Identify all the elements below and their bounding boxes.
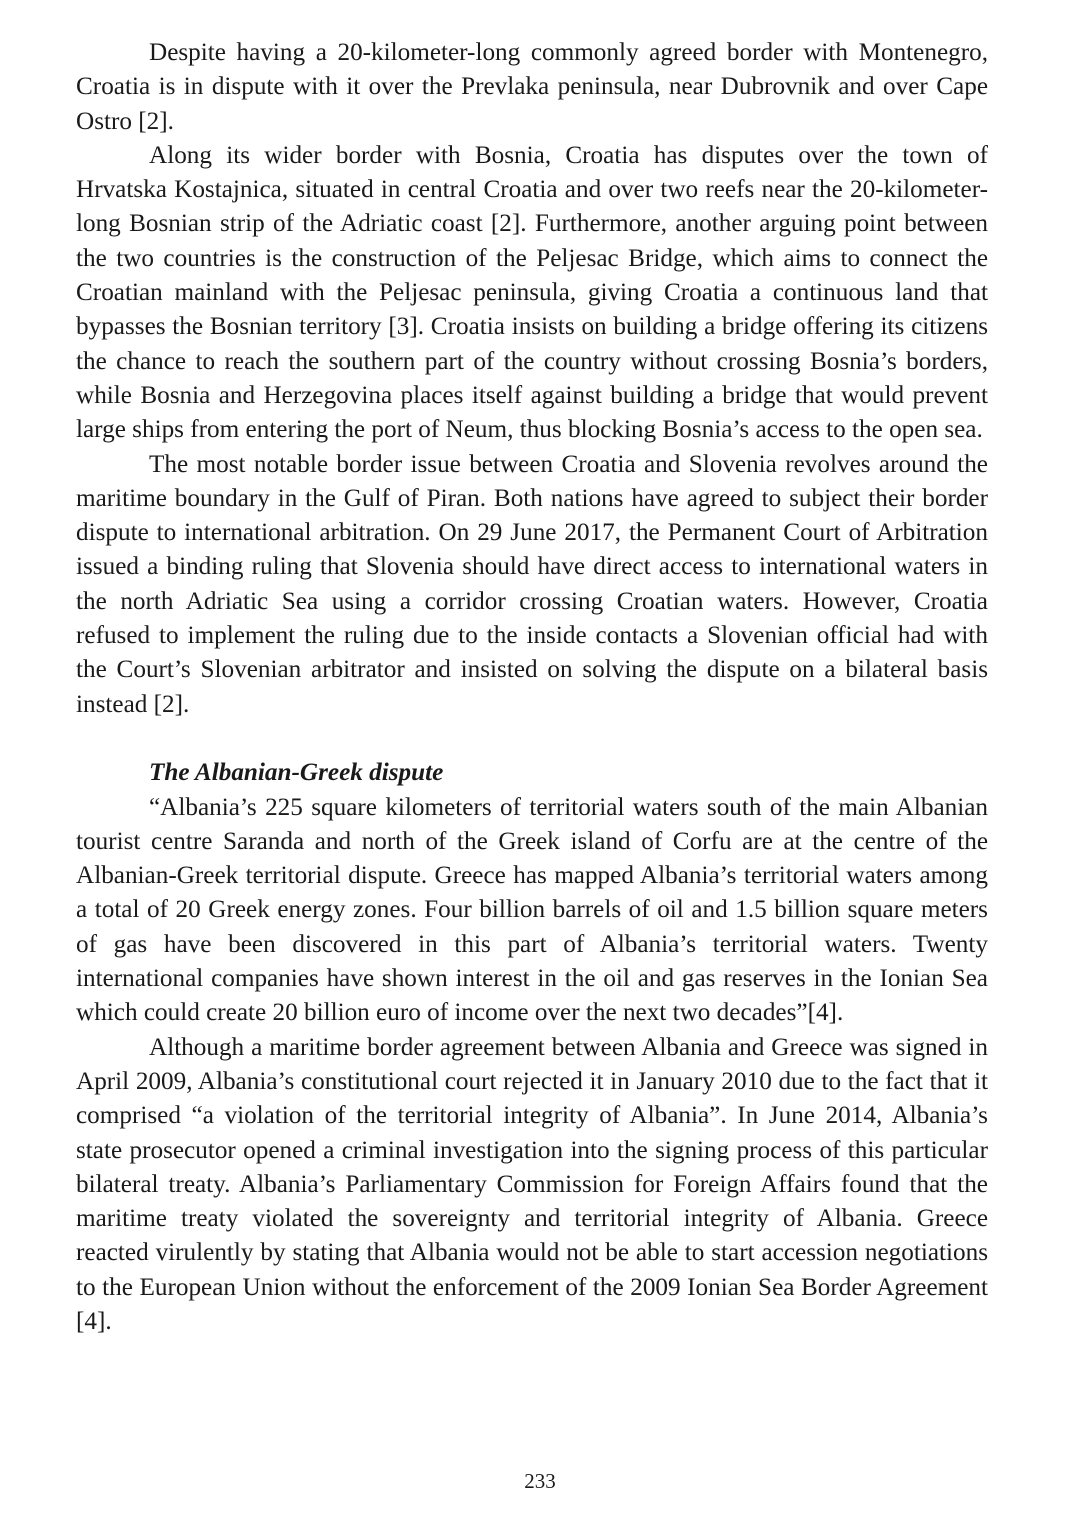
page-number: 233 xyxy=(524,1469,556,1493)
paragraph-albania-agreement: Although a maritime border agreement between Albania and Greece was signed in April 2009, Albania’s constitutional court rejected it in January 2010 due to the fact that it comprised “a violation of the territorial integrity of Albania”. In June 2014, Albania’s state prosecutor opened a criminal investigation into the signing process of this particular bilateral treaty. Albania’s Parliamentary Commission for Foreign Affairs found that the maritime treaty violated the sovereignty and territorial integrity of Albania. Greece reacted virulently by stating that Albania would not be able to start accession negotiations to the European Union without the enforcement of the 2009 Ionian Sea Border Agreement [4]. xyxy=(76,1033,988,1335)
paragraph-bosnia: Along its wider border with Bosnia, Croatia has disputes over the town of Hrvatska Kostajnica, situated in central Croatia and over two reefs near the 20-kilometer-long Bosnian strip of the Adriatic coast [2]. Furthermore, another arguing point between the two countries is the construction of the Peljesac Bridge, which aims to connect the Croatian mainland with the Peljesac peninsula, giving Croatia a continuous land that bypasses the Bosnian territory [3]. Croatia insists on building a bridge offering its citizens the chance to reach the southern part of the country without crossing Bosnia’s borders, while Bosnia and Herzegovina places itself against building a bridge that would prevent large ships from entering the port of Neum, thus blocking Bosnia’s access to the open sea. xyxy=(76,141,988,444)
page-body xyxy=(76,36,988,1339)
paragraph-montenegro: Despite having a 20-kilometer-long commonly agreed border with Montenegro, Croatia is in dispute with it over the Prevlaka peninsula, near Dubrovnik and over Cape Ostro [2]. xyxy=(76,39,988,135)
section-heading: The Albanian-Greek dispute xyxy=(149,759,444,787)
paragraph-slovenia: The most notable border issue between Croatia and Slovenia revolves around the maritime boundary in the Gulf of Piran. Both nations have agreed to subject their border dispute to international arbitration. On 29 June 2017, the Permanent Court of Arbitration issued a binding ruling that Slovenia should have direct access to international waters in the north Adriatic Sea using a corridor crossing Croatian waters. However, Croatia refused to implement the ruling due to the inside contacts a Slovenian official had with the Court’s Slovenian arbitrator and insisted on solving the dispute on a bilateral basis instead [2]. xyxy=(76,450,988,718)
paragraph-albania-quote: “Albania’s 225 square kilometers of territorial waters south of the main Albanian tourist centre Saranda and north of the Greek island of Corfu are at the centre of the Albanian-Greek territorial dispute. Greece has mapped Albania’s territorial waters among a total of 20 Greek energy zones. Four billion barrels of oil and 1.5 billion square meters of gas have been discovered in this part of Albania’s territorial waters. Twenty international companies have shown interest in the oil and gas reserves in the Ionian Sea which could create 20 billion euro of income over the next two decades”[4]. xyxy=(76,793,988,1027)
